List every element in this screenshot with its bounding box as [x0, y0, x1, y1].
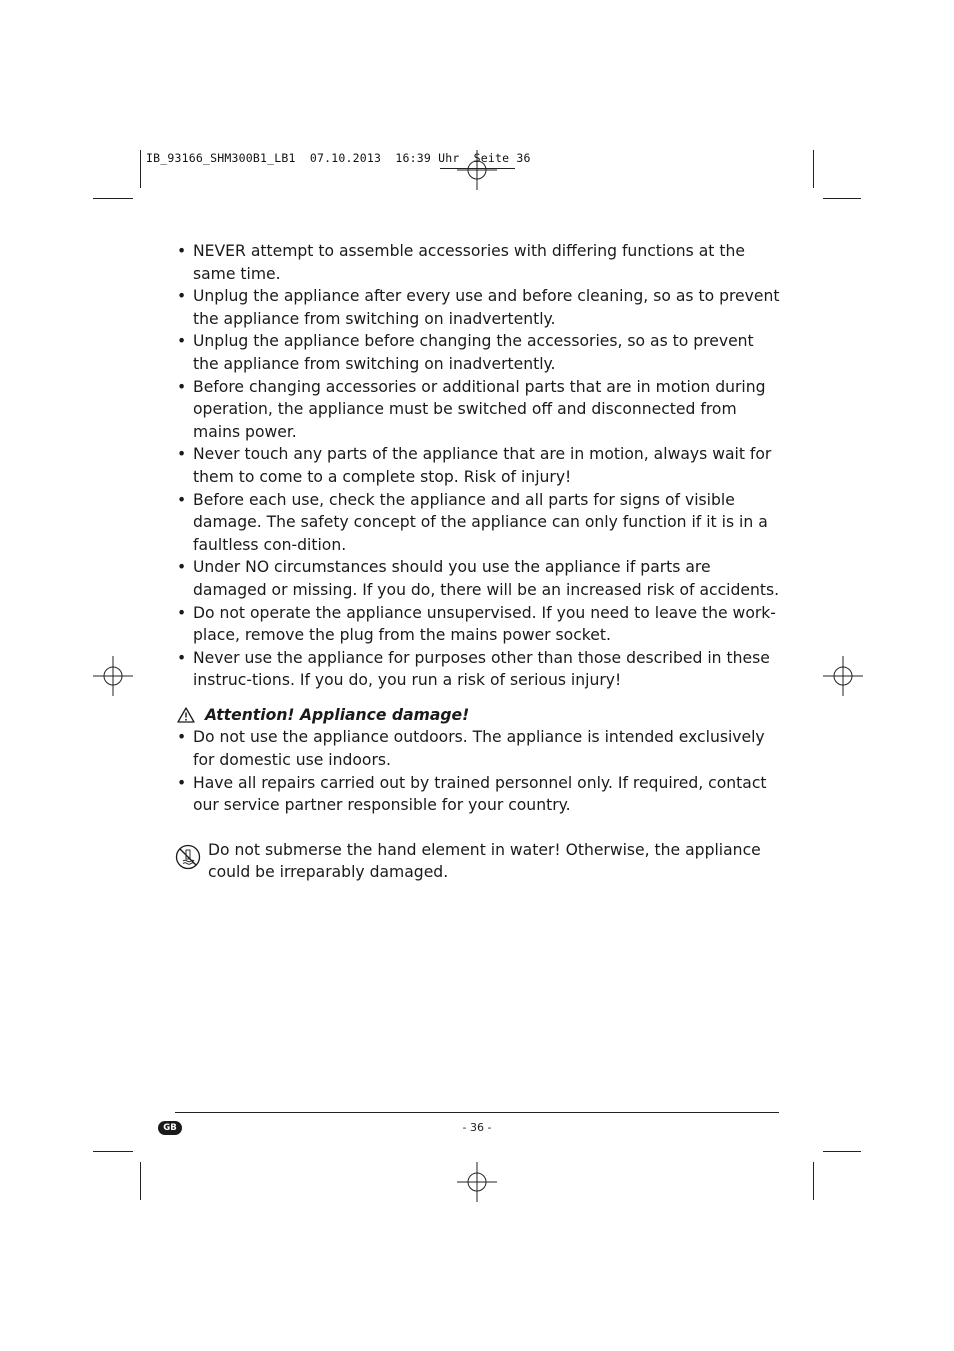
crop-mark	[93, 1151, 133, 1152]
list-item: • Do not use the appliance outdoors. The appliance is intended exclusively for domestic use indoors.	[175, 726, 780, 771]
print-slug: IB_93166_SHM300B1_LB1 07.10.2013 16:39 Uhr Seite 36	[146, 151, 531, 165]
crop-mark	[813, 1162, 814, 1200]
no-water-immersion-icon	[175, 844, 201, 870]
crop-mark	[140, 1162, 141, 1200]
list-item: • Unplug the appliance before changing the accessories, so as to prevent the appliance from switching on inadvertently.	[175, 330, 780, 375]
list-item: • Unplug the appliance after every use and before cleaning, so as to prevent the appliance from switching on inadvertently.	[175, 285, 780, 330]
registration-mark-bottom	[457, 1162, 497, 1202]
page-number: - 36 -	[462, 1121, 492, 1134]
footer-rule	[175, 1112, 779, 1113]
list-item: • Before changing accessories or additional parts that are in motion during operation, the appliance must be switched off and disconnected from mains power.	[175, 376, 780, 444]
crop-mark	[93, 198, 133, 199]
crop-mark	[823, 198, 861, 199]
slug-underline	[440, 168, 515, 169]
list-item: • NEVER attempt to assemble accessories with differing functions at the same time.	[175, 240, 780, 285]
list-item: • Never touch any parts of the appliance that are in motion, always wait for them to come to a complete stop. Risk of injury!	[175, 443, 780, 488]
registration-mark-right	[823, 656, 863, 696]
list-item: • Before each use, check the appliance and all parts for signs of visible damage. The safety concept of the appliance can only function if it is in a faultless con-dition.	[175, 489, 780, 557]
page-content	[175, 240, 780, 884]
registration-mark-left	[93, 656, 133, 696]
attention-heading-row	[175, 704, 780, 727]
list-item: • Never use the appliance for purposes other than those described in these instruc-tions. If you do, you run a risk of serious injury!	[175, 647, 780, 692]
safety-list	[175, 240, 780, 692]
list-item: • Do not operate the appliance unsupervised. If you need to leave the work-place, remove the plug from the mains power socket.	[175, 602, 780, 647]
attention-heading: Attention! Appliance damage!	[205, 705, 470, 724]
crop-mark	[813, 150, 814, 188]
warning-triangle-icon	[177, 707, 195, 723]
language-badge: GB	[158, 1121, 182, 1135]
water-warning-note	[175, 839, 780, 884]
list-item: • Have all repairs carried out by trained personnel only. If required, contact our service partner responsible for your country.	[175, 772, 780, 817]
damage-list	[175, 726, 780, 816]
crop-mark	[140, 150, 141, 188]
crop-mark	[823, 1151, 861, 1152]
note-text: Do not submerse the hand element in water! Otherwise, the appliance could be irreparably damaged.	[208, 840, 761, 882]
list-item: • Under NO circumstances should you use the appliance if parts are damaged or missing. If you do, there will be an increased risk of accidents.	[175, 556, 780, 601]
